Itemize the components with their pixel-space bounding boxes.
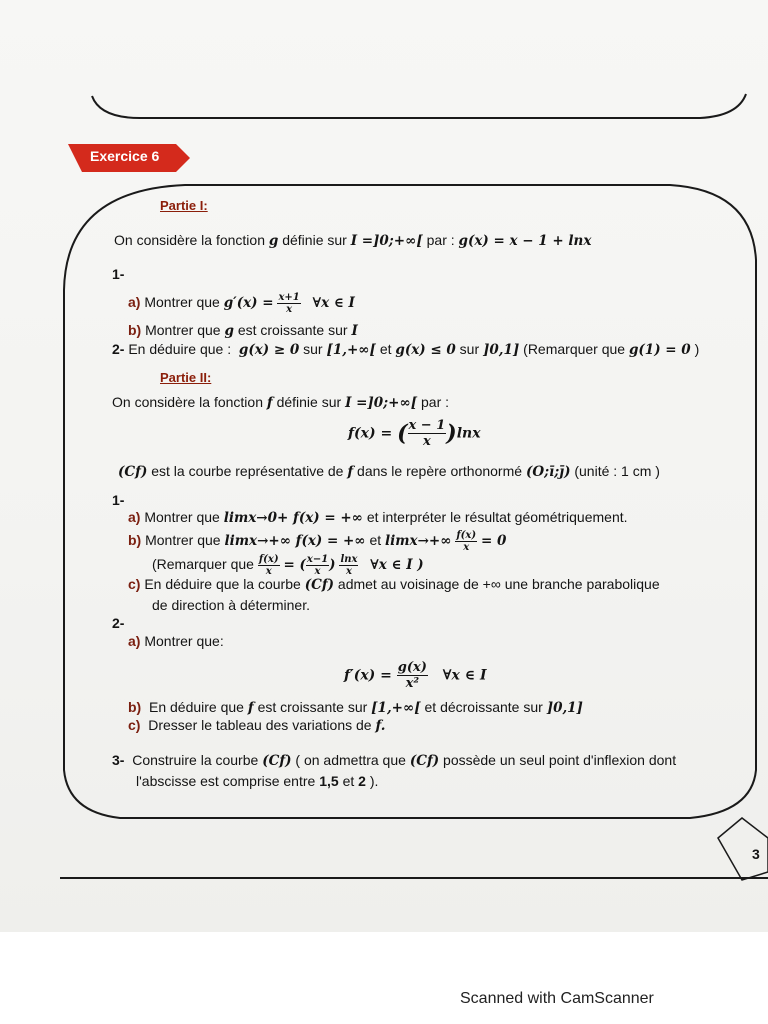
part1-q1a (128, 292, 355, 315)
text: est la courbe représentative de (151, 463, 344, 479)
text: On considère la fonction (114, 232, 265, 248)
page-number: 3 (752, 846, 760, 862)
part1-title: Partie I: (160, 198, 208, 213)
number: 2- (112, 341, 125, 357)
text: possède un seul point d'inflexion dont (443, 752, 677, 768)
math: ∀x ∈ I (442, 667, 487, 684)
text: est croissante sur (237, 322, 348, 338)
label: a) (128, 294, 141, 311)
equals: = ( (283, 557, 306, 574)
label: a) (128, 633, 141, 649)
label: b) (128, 322, 142, 338)
text: En déduire que : (128, 341, 232, 357)
denominator: x (265, 566, 272, 577)
math: f (347, 464, 354, 480)
math: limx→+∞ (385, 533, 452, 550)
text: est croissante sur (257, 699, 368, 715)
math: I (351, 323, 358, 339)
denominator: x (345, 566, 352, 577)
part2-q2c (128, 717, 386, 735)
fraction (455, 530, 477, 553)
text: On considère la fonction (112, 394, 263, 410)
part2-curve-definition (118, 463, 660, 481)
part1-q1b (128, 322, 358, 340)
text: Montrer que: (144, 633, 224, 649)
part2-q3 (112, 752, 676, 770)
math: f(x) = (348, 425, 398, 442)
part2-q1c-line2: de direction à déterminer. (152, 597, 310, 613)
math: I =]0;+∞[ (345, 395, 418, 411)
numerator: x+1 (278, 292, 300, 303)
math: = 0 (481, 533, 507, 550)
number: 3- (112, 752, 125, 768)
label: b) (128, 532, 142, 549)
math: g (268, 233, 279, 249)
part2-q2b (128, 699, 583, 717)
fraction (258, 554, 280, 577)
math: (O;ī;j̄) (525, 464, 571, 480)
text: par : (421, 394, 450, 410)
math: g(x) ≤ 0 (395, 342, 456, 358)
math: f (266, 395, 273, 411)
numerator: x−1 (306, 554, 329, 565)
fraction (277, 292, 300, 315)
math: f′(x) = (344, 667, 392, 684)
denominator: x (423, 434, 431, 449)
text: dans le repère orthonormé (357, 463, 523, 479)
math: ]0,1] (546, 700, 583, 716)
text: Montrer que (145, 322, 221, 338)
text: sur (459, 341, 480, 357)
part2-q1b-note (152, 554, 424, 577)
text: et interpréter le résultat géométriquement. (366, 509, 628, 525)
math: (Cf) (304, 577, 335, 593)
text: définie sur (276, 394, 342, 410)
part2-q1b (128, 530, 506, 553)
numerator: f(x) (456, 530, 477, 541)
paren: ) (446, 420, 457, 447)
value: 1,5 (319, 773, 339, 789)
math: ∀x ∈ I ) (370, 557, 424, 574)
math: I =]0;+∞[ (350, 233, 423, 249)
part2-q1a (128, 509, 628, 527)
text: et (342, 773, 355, 789)
paren: ) (329, 557, 336, 574)
text: Construire la courbe (132, 752, 259, 768)
math: g (224, 323, 234, 339)
math: limx→+∞ f(x) = +∞ (224, 533, 366, 550)
math: f. (375, 718, 386, 734)
text: ). (369, 773, 379, 789)
text: ( on admettra que (295, 752, 406, 768)
numerator: lnx (340, 554, 358, 565)
text: et (379, 341, 392, 357)
numerator: x − 1 (408, 418, 446, 433)
part2-q1c (128, 576, 660, 594)
part2-title: Partie II: (160, 370, 212, 385)
math: [1,+∞[ (371, 700, 421, 716)
part2-definition (348, 418, 481, 449)
part2-q1-number: 1- (112, 492, 125, 508)
label: a) (128, 509, 141, 525)
text: En déduire que la courbe (144, 576, 301, 592)
numerator: f(x) (258, 554, 279, 565)
text: définie sur (282, 232, 347, 248)
math: [1,+∞[ (326, 342, 376, 358)
part2-q2-number: 2- (112, 615, 125, 631)
text: et (369, 532, 382, 549)
part2-q3-line2 (136, 773, 378, 790)
math: g(x) = x − 1 + lnx (458, 233, 592, 249)
paren: ( (397, 420, 408, 447)
math: lnx (456, 425, 481, 442)
text: Montrer que (145, 532, 221, 549)
text: (Remarquer que (523, 341, 626, 357)
denominator: x (463, 542, 470, 553)
part1-q1-number: 1- (112, 266, 125, 282)
fraction (339, 554, 358, 577)
text: Montrer que (144, 509, 220, 525)
text: l'abscisse est comprise entre (136, 773, 316, 789)
math: f (247, 700, 254, 716)
denominator: x (314, 566, 321, 577)
text: Dresser le tableau des variations de (148, 717, 372, 733)
denominator: x² (405, 676, 420, 691)
math: g(x) ≥ 0 (238, 342, 300, 358)
text: (unité : 1 cm ) (574, 463, 660, 479)
part1-q2 (112, 341, 699, 359)
math: g′(x) = (223, 295, 274, 312)
math: g(1) = 0 (628, 342, 691, 358)
label: c) (128, 717, 141, 733)
scanner-watermark: Scanned with CamScanner (460, 990, 654, 1007)
fraction (408, 418, 447, 449)
text: ) (694, 341, 700, 357)
text: et décroissante sur (424, 699, 543, 715)
fraction (397, 660, 428, 691)
fraction (306, 554, 329, 577)
part2-intro (112, 394, 449, 412)
part1-intro (114, 232, 591, 250)
label: c) (128, 576, 141, 592)
math: limx→0+ f(x) = +∞ (223, 510, 363, 526)
text: En déduire que (149, 699, 244, 715)
math: (Cf) (409, 753, 440, 769)
text: (Remarquer que (152, 556, 254, 573)
denominator: x (286, 304, 293, 315)
exercise-badge: Exercice 6 (90, 148, 160, 164)
math: ]0,1] (483, 342, 520, 358)
math: (Cf) (262, 753, 292, 769)
text: Montrer que (144, 294, 220, 311)
math: ∀x ∈ I (312, 295, 355, 312)
part2-q2a (128, 633, 224, 650)
math: (Cf) (118, 464, 148, 480)
text: par : (426, 232, 455, 248)
text: admet au voisinage de +∞ une branche parabolique (337, 576, 660, 592)
part2-derivative-formula (344, 660, 487, 691)
numerator: g(x) (397, 660, 427, 675)
text: sur (303, 341, 323, 357)
value: 2 (358, 773, 366, 789)
label: b) (128, 699, 142, 715)
